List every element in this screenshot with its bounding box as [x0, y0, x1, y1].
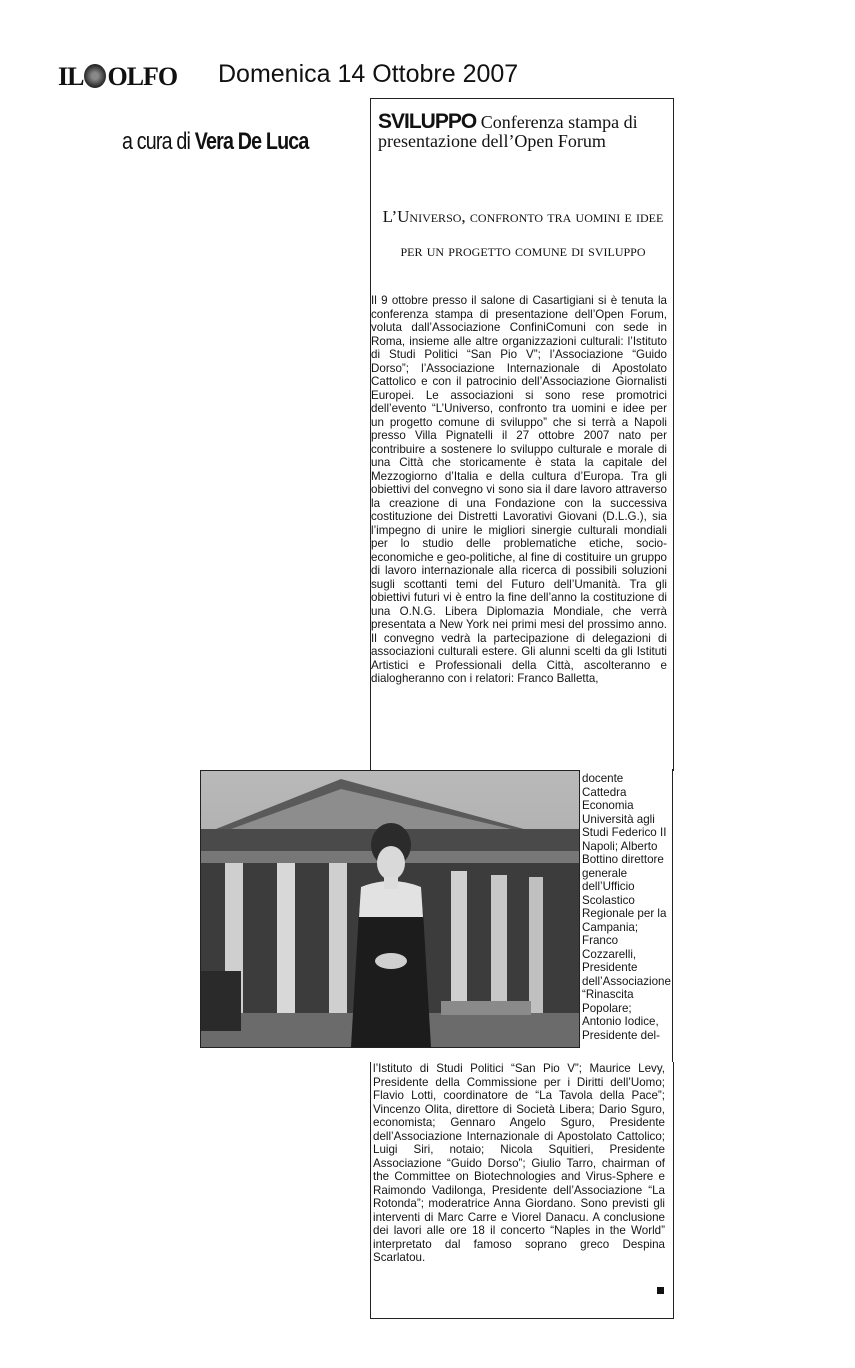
article-headline: L’Universo, confronto tra uomini e idee per un progetto comune di sviluppo — [382, 207, 664, 260]
section-label: SVILUPPO — [378, 110, 477, 133]
photo-illustration — [201, 771, 579, 1047]
curator-credit — [122, 128, 309, 156]
curator-prefix: a cura di — [122, 128, 191, 155]
article-kicker — [378, 112, 668, 151]
end-of-article-mark — [657, 1287, 664, 1294]
article-body-main: Il 9 ottobre presso il salone di Casartigiani si è tenuta la conferenza stampa di presentazione dell’Open Forum, voluta dall’Associazione ConfiniComuni con sede in Roma, insieme alle altre organizzazioni culturali: l’Istituto di Studi Politici “San Pio V”; l’Associazione “Guido Dorso”; l’Associazione Internazionale di Apostolato Cattolico e con il patrocinio dell’Associazione Giornalisti Europei. Le associazioni si sono rese promotrici dell’evento “L’Universo, confronto tra uomini e idee per un progetto comune di sviluppo” che si terrà a Napoli presso Villa Pignatelli il 27 ottobre 2007 nato per contribuire a sostenere lo sviluppo culturale e morale di una Città che storicamente è stata la capitale del Mezzogiorno d’Italia e della cultura d’Europa. Tra gli obiettivi del convegno vi sono sia il dare lavoro attraverso la creazione di una Fondazione con la successiva costituzione dei Distretti Lavorativi Giovani (D.L.G.), sia l’impegno di unire le migliori sinergie culturali mondiali per lo studio delle problematiche etiche, socio-economiche e geo-politiche, al fine di costituire un gruppo di lavoro internazionale alla ricerca di possibili soluzioni sugli scottanti temi del Futuro dell’Umanità. Tra gli obiettivi futuri vi è entro la fine dell’anno la costituzione di una O.N.G. Libera Diplomazia Mondiale, che verrà presentata a New York nei primi mesi del prossimo anno. Il convegno vedrà la partecipazione di delegazioni di associazioni culturali estere. Gli alunni scelti da gli Istituti Artistici e Professionali della Città, ascolteranno e dialogheranno con i relatori: Franco Balletta, — [371, 294, 667, 685]
kicker-text: Conferenza stampa di presentazione dell’Open Forum — [378, 112, 638, 151]
curator-name: Vera De Luca — [194, 128, 309, 155]
article-body-tail: l’Istituto di Studi Politici “San Pio V”; Maurice Levy, Presidente della Commissione per i Diritti dell’Uomo; Flavio Lotti, coordinatore de “La Tavola della Pace”; Vincenzo Olita, direttore di Società Libera; Dario Sguro, economista; Gennaro Angelo Sguro, Presidente dell’Associazione Internazionale di Apostolato Cattolico; Luigi Siri, notaio; Nicola Squitieri, Presidente Associazione “Guido Dorso”; Giulio Tarro, chairman of the Committee on Biotechnologies and Virus-Sphere e Raimondo Vadilonga, Presidente dell’Associazione “La Rotonda”; moderatrice Anna Giordano. Sono previsti gli interventi di Marc Carre e Viorel Danacu. A conclusione dei lavori alle ore 18 il concerto “Naples in the World” interpretato dal famoso soprano greco Despina Scarlatou. — [373, 1062, 665, 1264]
article-body-column: docente Cattedra Economia Università agli Studi Federico II Napoli; Alberto Bottino direttore generale dell’Ufficio Scolastico Regionale per la Campania; Franco Cozzarelli, Presidente dell’Associazione “Rinascita Popolare; Antonio Iodice, Presidente del- — [582, 772, 671, 1042]
newspaper-logo: IL OLFO — [58, 62, 178, 91]
article-photo — [200, 770, 580, 1048]
globe-icon — [84, 64, 106, 88]
publication-date: Domenica 14 Ottobre 2007 — [218, 60, 519, 88]
